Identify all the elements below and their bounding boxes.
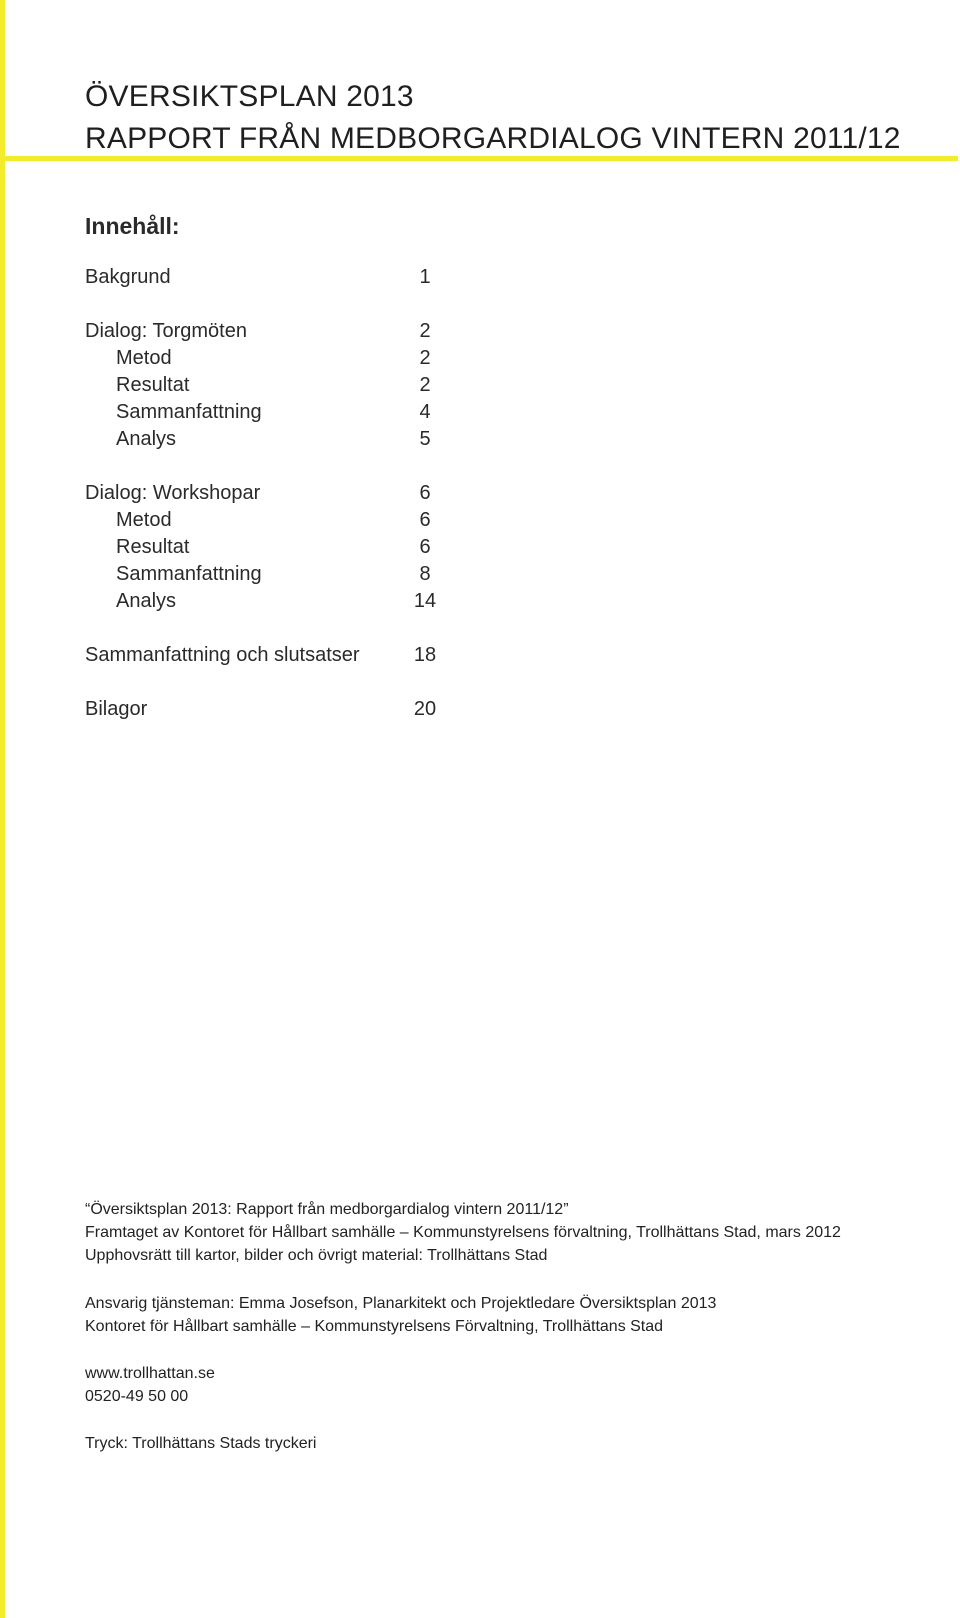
toc-entry-page: 18 xyxy=(413,644,437,666)
toc-entry-label: Resultat xyxy=(116,536,190,558)
toc-entry-page: 5 xyxy=(419,428,431,450)
toc-entry-page: 2 xyxy=(419,320,431,342)
title-line-2: RAPPORT FRÅN MEDBORGARDIALOG VINTERN 2011/12 xyxy=(85,122,901,155)
toc-entry-label: Bakgrund xyxy=(85,266,171,288)
toc-entry-label: Metod xyxy=(116,347,172,369)
toc-entry-bakgrund[interactable] xyxy=(85,263,455,291)
colophon-web-phone xyxy=(85,1362,215,1408)
print-credit: Tryck: Trollhättans Stads tryckeri xyxy=(85,1435,317,1452)
toc-entry-label: Analys xyxy=(116,590,177,612)
colophon-office: Kontoret för Hållbart samhälle – Kommunstyrelsens Förvaltning, Trollhättans Stad xyxy=(85,1318,664,1335)
toc-entry-label: Dialog: Workshopar xyxy=(85,482,261,504)
toc-entry-label: Sammanfattning xyxy=(116,563,262,585)
toc-entry-torgmoten-sammanfattning[interactable] xyxy=(85,398,455,426)
toc-entry-torgmoten-resultat[interactable] xyxy=(85,371,455,399)
toc-heading: Innehåll: xyxy=(85,213,180,239)
toc-entry-page: 1 xyxy=(419,266,431,288)
toc-entry-page: 14 xyxy=(413,590,437,612)
toc-entry-label: Dialog: Torgmöten xyxy=(85,320,247,342)
toc-entry-dialog-workshopar[interactable] xyxy=(85,479,455,507)
colophon-responsible: Ansvarig tjänsteman: Emma Josefson, Planarkitekt och Projektledare Översiktsplan 2013 xyxy=(85,1295,717,1312)
colophon-copyright: Upphovsrätt till kartor, bilder och övrigt material: Trollhättans Stad xyxy=(85,1247,548,1264)
toc-entry-workshopar-resultat[interactable] xyxy=(85,533,455,561)
toc-entry-dialog-torgmoten[interactable] xyxy=(85,317,455,345)
toc-entry-page: 6 xyxy=(419,482,431,504)
toc-entry-sammanfattning-slutsatser[interactable] xyxy=(85,641,455,669)
website-link[interactable]: www.trollhattan.se xyxy=(85,1365,215,1382)
colophon-publication xyxy=(85,1198,841,1267)
toc-entry-label: Bilagor xyxy=(85,698,148,720)
toc-entry-page: 2 xyxy=(419,374,431,396)
toc-entry-bilagor[interactable] xyxy=(85,695,455,723)
toc-entry-page: 6 xyxy=(419,536,431,558)
toc-entry-label: Sammanfattning xyxy=(116,401,262,423)
title-line-1: ÖVERSIKTSPLAN 2013 xyxy=(85,80,414,113)
toc-entry-torgmoten-analys[interactable] xyxy=(85,425,455,453)
colophon-quote-title: “Översiktsplan 2013: Rapport från medborgardialog vintern 2011/12” xyxy=(85,1201,569,1218)
toc-entry-workshopar-metod[interactable] xyxy=(85,506,455,534)
toc-entry-label: Metod xyxy=(116,509,172,531)
colophon-contact xyxy=(85,1292,716,1338)
colophon-print xyxy=(85,1432,316,1455)
toc-entry-label: Analys xyxy=(116,428,177,450)
toc-entry-torgmoten-metod[interactable] xyxy=(85,344,455,372)
toc-entry-label: Resultat xyxy=(116,374,190,396)
phone-number: 0520-49 50 00 xyxy=(85,1388,189,1405)
toc-entry-label: Sammanfattning och slutsatser xyxy=(85,644,360,666)
toc-entry-page: 4 xyxy=(419,401,431,423)
toc-entry-page: 2 xyxy=(419,347,431,369)
toc-entry-page: 6 xyxy=(419,509,431,531)
colophon-produced-by: Framtaget av Kontoret för Hållbart samhälle – Kommunstyrelsens förvaltning, Trollhättans Stad, mars 2012 xyxy=(85,1224,841,1241)
toc-entry-page: 8 xyxy=(419,563,431,585)
left-accent-rule xyxy=(0,0,5,1618)
toc-entry-workshopar-sammanfattning[interactable] xyxy=(85,560,455,588)
toc-entry-workshopar-analys[interactable] xyxy=(85,587,455,615)
page-title xyxy=(85,76,901,160)
toc-entry-page: 20 xyxy=(413,698,437,720)
